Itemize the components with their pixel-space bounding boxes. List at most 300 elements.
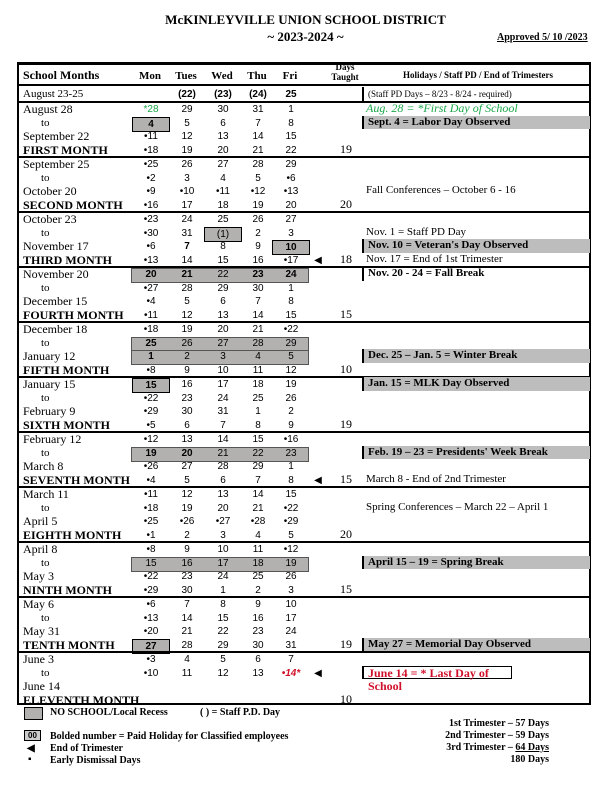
legend-bold-sample: 00 — [24, 730, 41, 741]
end-trimester-arrow-icon: ◀ — [314, 667, 322, 679]
day-cell: •27 — [143, 282, 159, 294]
calendar-table — [17, 62, 591, 705]
day-cell: 28 — [181, 639, 193, 651]
day-cell: 24 — [181, 214, 193, 225]
end-trimester-arrow-icon: ◀ — [314, 254, 322, 266]
day-cell: (1) — [204, 227, 242, 242]
day-cell: 7 — [220, 419, 226, 431]
month-block — [19, 432, 589, 487]
date-range-label: October 20 — [23, 184, 77, 198]
day-cell: 19 — [285, 557, 297, 569]
day-cell: 29 — [252, 461, 264, 472]
day-cell: •30 — [143, 227, 159, 239]
days-taught: 18 — [340, 251, 352, 266]
trimester-label: 2nd Trimester – — [445, 730, 516, 741]
day-cell: •25 — [143, 159, 159, 170]
days-taught: 15 — [340, 471, 352, 486]
legend-end-trimester: End of Trimester — [50, 743, 123, 754]
day-cell: •4 — [146, 296, 156, 307]
school-year: ~ 2023-2024 ~ — [267, 29, 344, 44]
day-cell: •18 — [143, 324, 159, 335]
day-cell: •6 — [286, 172, 296, 184]
day-cell: 5 — [288, 351, 294, 362]
day-cell: 24 — [217, 571, 229, 582]
day-cell: 19 — [252, 199, 264, 211]
day-cell: 7 — [255, 474, 261, 486]
day-cell: 2 — [255, 584, 261, 596]
day-cell: 15 — [285, 489, 297, 500]
days-taught: 19 — [340, 636, 352, 651]
day-cell: 26 — [285, 392, 297, 404]
day-cell: 8 — [288, 296, 294, 307]
day-cell: 9 — [255, 599, 261, 610]
day-cell: 12 — [285, 364, 297, 376]
day-cell: 6 — [220, 296, 226, 307]
date-range-label: to — [41, 556, 50, 569]
day-cell: 26 — [181, 159, 193, 170]
day-cell: 23 — [181, 571, 193, 582]
day-cell: 28 — [217, 461, 229, 472]
day-cell: 7 — [255, 117, 261, 129]
day-cell: 30 — [252, 639, 264, 651]
day-cell: 13 — [217, 309, 229, 321]
day-cell: •23 — [143, 214, 159, 225]
day-cell: 28 — [181, 282, 193, 294]
days-taught: 19 — [340, 141, 352, 156]
day-cell: 19 — [145, 447, 157, 459]
month-block — [19, 487, 589, 542]
col-days-taught: Days Taught — [331, 62, 359, 82]
trimester-label: 1st Trimester – — [449, 718, 516, 729]
day-cell: •1 — [146, 529, 156, 541]
day-cell: •8 — [146, 364, 156, 376]
month-block — [19, 377, 589, 432]
days-taught: 10 — [340, 361, 352, 376]
day-cell: 15 — [285, 309, 297, 321]
day-cell: •29 — [143, 406, 159, 417]
month-name: SIXTH MONTH — [23, 417, 111, 432]
day-cell: 15 — [145, 557, 157, 569]
month-name: EIGHTH MONTH — [23, 527, 122, 542]
day-cell: •11 — [144, 309, 158, 321]
day-cell: 30 — [181, 406, 193, 417]
day-cell: 2 — [255, 227, 261, 239]
day-cell: 5 — [220, 654, 226, 665]
day-cell: 18 — [217, 199, 229, 211]
day-cell: 31 — [217, 406, 229, 417]
calendar-note: Jan. 15 = MLK Day Observed — [362, 377, 590, 391]
date-range-label: February 12 — [23, 432, 82, 446]
day-cell: 14 — [181, 254, 193, 266]
day-cell: 4 — [220, 172, 226, 184]
date-range-label: August 28 — [23, 102, 73, 116]
month-block — [19, 212, 589, 267]
day-cell: •3 — [146, 654, 156, 665]
day-cell: 10 — [272, 240, 310, 255]
day-cell: 4 — [132, 117, 170, 132]
day-cell: 23 — [252, 269, 264, 280]
date-range-label: February 9 — [23, 404, 76, 418]
day-cell: 6 — [220, 117, 226, 129]
day-cell: 15 — [285, 131, 297, 142]
day-cell: 29 — [217, 282, 229, 294]
day-cell: 3 — [220, 351, 226, 362]
day-cell: 19 — [285, 379, 297, 390]
col-mon: Mon — [139, 70, 161, 82]
day-cell: 19 — [181, 502, 193, 514]
day-cell: •29 — [283, 516, 299, 527]
date-range-label: September 22 — [23, 129, 90, 143]
day-cell: •17 — [283, 254, 299, 266]
date-range-label: June 14 — [23, 679, 60, 693]
calendar-note: Nov. 17 = End of 1st Trimester — [366, 252, 503, 265]
date-range-label: May 6 — [23, 597, 54, 611]
date-range-label: June 3 — [23, 652, 54, 666]
day-cell: 20 — [217, 144, 229, 156]
day-cell: 5 — [184, 296, 190, 307]
date-range-label: January 15 — [23, 377, 76, 391]
day-cell: 29 — [285, 159, 297, 170]
month-block — [19, 267, 589, 322]
day-cell: •22 — [283, 502, 299, 514]
day-cell: 14 — [252, 489, 264, 500]
day-cell: 20 — [217, 502, 229, 514]
month-block — [19, 542, 589, 597]
day-cell: •29 — [143, 584, 159, 596]
day-cell: •12 — [143, 434, 159, 445]
legend-no-school: NO SCHOOL/Local Recess — [50, 707, 168, 718]
day-cell: 27 — [181, 461, 193, 472]
month-name: NINTH MONTH — [23, 582, 113, 597]
day-cell: 15 — [217, 254, 229, 266]
day-cell: 8 — [220, 599, 226, 610]
trimester-total — [446, 742, 549, 753]
pre-row-day: (22) — [178, 89, 196, 100]
day-cell: 2 — [288, 406, 294, 417]
day-cell: 7 — [184, 241, 190, 252]
day-cell: 8 — [288, 474, 294, 486]
day-cell: 13 — [252, 667, 264, 679]
day-cell: 23 — [252, 626, 264, 637]
day-cell: 8 — [220, 241, 226, 252]
day-cell: 1 — [288, 461, 294, 472]
day-cell: •13 — [143, 254, 159, 266]
day-cell: 15 — [217, 612, 229, 624]
day-cell: 23 — [285, 447, 297, 459]
day-cell: 13 — [217, 489, 229, 500]
date-range-label: April 8 — [23, 542, 58, 556]
day-cell: 27 — [285, 214, 297, 225]
day-cell: 12 — [181, 489, 193, 500]
date-range-label: January 12 — [23, 349, 76, 363]
day-cell: •22 — [143, 392, 159, 404]
calendar-note: Nov. 20 - 24 = Fall Break — [362, 267, 590, 281]
day-cell: 9 — [255, 241, 261, 252]
day-cell: •8 — [146, 544, 156, 555]
col-fri: Fri — [282, 70, 298, 82]
day-cell: 1 — [220, 584, 226, 596]
end-trimester-arrow-icon: ◀ — [27, 743, 35, 754]
calendar-note: April 15 – 19 = Spring Break — [362, 556, 590, 570]
days-taught: 20 — [340, 526, 352, 541]
day-cell: •14* — [281, 667, 301, 679]
day-cell: •12 — [250, 186, 266, 197]
day-cell: 31 — [252, 104, 264, 115]
col-thu: Thu — [247, 70, 267, 82]
date-range-label: April 5 — [23, 514, 58, 528]
day-cell: •26 — [179, 516, 195, 527]
day-cell: 14 — [217, 434, 229, 445]
day-cell: 18 — [252, 557, 264, 569]
day-cell: 21 — [181, 269, 193, 280]
calendar-note: Spring Conferences – March 22 – April 1 — [366, 500, 549, 513]
date-range-label: to — [41, 611, 50, 624]
day-cell: 12 — [181, 309, 193, 321]
day-cell: 21 — [181, 626, 193, 637]
day-cell: 7 — [255, 296, 261, 307]
day-cell: 25 — [217, 214, 229, 225]
day-cell: *28 — [143, 104, 159, 115]
day-cell: 13 — [217, 131, 229, 142]
date-range-label: March 11 — [23, 487, 69, 501]
day-cell: •16 — [283, 434, 299, 445]
day-cell: 24 — [285, 269, 297, 280]
month-block — [19, 157, 589, 212]
day-cell: 10 — [285, 599, 297, 610]
day-cell: 12 — [217, 667, 229, 679]
date-range-label: to — [41, 226, 50, 239]
day-cell: 28 — [252, 337, 264, 349]
day-cell: 14 — [181, 612, 193, 624]
day-cell: 1 — [288, 282, 294, 294]
days-taught: 20 — [340, 196, 352, 211]
day-cell: 27 — [217, 159, 229, 170]
day-cell: 31 — [285, 639, 297, 651]
month-name: FIFTH MONTH — [23, 362, 110, 377]
day-cell: 9 — [184, 364, 190, 376]
day-cell: 20 — [217, 324, 229, 335]
day-cell: 14 — [252, 131, 264, 142]
col-notes: Holidays / Staff PD / End of Trimesters — [403, 70, 553, 80]
calendar-note: Fall Conferences – October 6 - 16 — [366, 184, 516, 196]
day-cell: 6 — [255, 654, 261, 665]
pre-row-day: (23) — [214, 89, 232, 100]
day-cell: 22 — [217, 626, 229, 637]
day-cell: 4 — [184, 654, 190, 665]
day-cell: 19 — [181, 324, 193, 335]
day-cell: 13 — [181, 434, 193, 445]
pre-row-day: 25 — [285, 89, 297, 100]
date-range-label: December 18 — [23, 322, 88, 336]
day-cell: •13 — [283, 186, 299, 197]
day-cell: 20 — [181, 447, 193, 459]
calendar-note: June 14 = * Last Day of School — [362, 666, 512, 680]
day-cell: 21 — [217, 447, 229, 459]
day-cell: 3 — [184, 172, 190, 184]
day-cell: 26 — [252, 214, 264, 225]
day-cell: 16 — [181, 379, 193, 390]
pre-row-note: (Staff PD Days – 8/23 - 8/24 - required) — [362, 87, 512, 101]
days-taught: 10 — [340, 691, 352, 706]
day-cell: •18 — [143, 144, 159, 156]
date-range-label: to — [41, 501, 50, 514]
day-cell: 1 — [255, 406, 261, 417]
day-cell: 18 — [252, 379, 264, 390]
trimester-days: 59 Days — [515, 730, 549, 741]
day-cell: 29 — [217, 639, 229, 651]
day-cell: 9 — [184, 544, 190, 555]
date-range-label: to — [41, 666, 50, 679]
day-cell: 25 — [252, 571, 264, 582]
month-block — [19, 597, 589, 652]
day-cell: 17 — [217, 557, 229, 569]
day-cell: •9 — [146, 186, 156, 197]
trimester-total — [510, 754, 549, 765]
day-cell: 27 — [132, 639, 170, 654]
month-name: ELEVENTH MONTH — [23, 692, 140, 707]
no-school-swatch — [24, 707, 43, 720]
day-cell: 24 — [285, 626, 297, 637]
day-cell: 22 — [285, 144, 297, 156]
month-name: TENTH MONTH — [23, 637, 115, 652]
day-cell: 15 — [132, 378, 170, 393]
date-range-label: December 15 — [23, 294, 88, 308]
day-cell: 21 — [252, 144, 264, 156]
day-cell: •13 — [143, 612, 159, 624]
month-block — [19, 652, 589, 707]
day-cell: 17 — [181, 199, 193, 211]
days-taught: 15 — [340, 306, 352, 321]
day-cell: 22 — [252, 447, 264, 459]
day-cell: •10 — [143, 667, 159, 679]
day-cell: 25 — [252, 392, 264, 404]
day-cell: 5 — [288, 529, 294, 541]
day-cell: 4 — [255, 351, 261, 362]
day-cell: •11 — [216, 186, 230, 197]
date-range-label: November 20 — [23, 267, 89, 281]
day-cell: 11 — [181, 667, 193, 679]
trimester-total — [449, 718, 549, 729]
day-cell: 22 — [217, 269, 229, 280]
day-cell: 6 — [220, 474, 226, 486]
day-cell: •22 — [283, 324, 299, 335]
day-cell: 3 — [288, 227, 294, 239]
calendar-note: Nov. 1 = Staff PD Day — [366, 225, 467, 238]
day-cell: 14 — [252, 309, 264, 321]
day-cell: •20 — [143, 626, 159, 637]
trimester-total — [445, 730, 549, 741]
day-cell: 5 — [184, 117, 190, 129]
day-cell: 8 — [288, 117, 294, 129]
trimester-days: 64 Days — [515, 742, 549, 753]
day-cell: 8 — [255, 419, 261, 431]
day-cell: 17 — [285, 612, 297, 624]
day-cell: •22 — [143, 571, 159, 582]
day-cell: 1 — [148, 351, 154, 362]
legend-staff-pd: ( ) = Staff P.D. Day — [200, 707, 281, 718]
col-wed: Wed — [211, 70, 233, 82]
day-cell: 4 — [255, 529, 261, 541]
trimester-days: 180 Days — [510, 754, 549, 765]
date-range-label: March 8 — [23, 459, 64, 473]
calendar-note: March 8 - End of 2nd Trimester — [366, 472, 506, 485]
day-cell: •6 — [146, 241, 156, 252]
date-range-label: to — [41, 336, 50, 349]
calendar-note: May 27 = Memorial Day Observed — [362, 638, 590, 652]
day-cell: 5 — [184, 474, 190, 486]
day-cell: 25 — [145, 337, 157, 349]
day-cell: 11 — [252, 544, 264, 555]
date-range-label: May 3 — [23, 569, 54, 583]
day-cell: 31 — [181, 227, 193, 239]
day-cell: 1 — [288, 104, 294, 115]
early-dismissal-dot-icon: ▪ — [28, 754, 32, 765]
month-block — [19, 322, 589, 377]
day-cell: •27 — [215, 516, 231, 527]
day-cell: 21 — [252, 502, 264, 514]
day-cell: 3 — [288, 584, 294, 596]
date-range-label: September 25 — [23, 157, 90, 171]
day-cell: •28 — [250, 516, 266, 527]
day-cell: •12 — [283, 544, 299, 555]
day-cell: •11 — [144, 131, 158, 142]
calendar-note: Aug. 28 = *First Day of School — [366, 101, 518, 115]
legend-early-dismissal: Early Dismissal Days — [50, 755, 141, 766]
month-name: SEVENTH MONTH — [23, 472, 131, 487]
day-cell: 20 — [285, 199, 297, 211]
day-cell: 11 — [252, 364, 264, 376]
day-cell: 30 — [252, 282, 264, 294]
day-cell: 16 — [252, 612, 264, 624]
day-cell: 15 — [252, 434, 264, 445]
day-cell: 10 — [217, 544, 229, 555]
day-cell: 17 — [217, 379, 229, 390]
day-cell: •10 — [179, 186, 195, 197]
day-cell: 16 — [181, 557, 193, 569]
day-cell: 9 — [288, 419, 294, 431]
calendar-note: Dec. 25 – Jan. 5 = Winter Break — [362, 349, 590, 363]
day-cell: 7 — [184, 599, 190, 610]
day-cell: 29 — [181, 104, 193, 115]
day-cell: •18 — [143, 502, 159, 514]
day-cell: 16 — [252, 254, 264, 266]
col-school-months: School Months — [23, 68, 100, 82]
month-name: THIRD MONTH — [23, 252, 113, 267]
day-cell: 30 — [217, 104, 229, 115]
calendar-note: Sept. 4 = Labor Day Observed — [362, 116, 590, 130]
day-cell: 28 — [252, 159, 264, 170]
date-range-label: May 31 — [23, 624, 60, 638]
date-range-label: to — [41, 116, 50, 129]
day-cell: 10 — [217, 364, 229, 376]
day-cell: 24 — [217, 392, 229, 404]
day-cell: •2 — [146, 172, 156, 184]
day-cell: •25 — [143, 516, 159, 527]
day-cell: 2 — [184, 529, 190, 541]
district-title: McKINLEYVILLE UNION SCHOOL DISTRICT — [165, 12, 446, 27]
end-trimester-arrow-icon: ◀ — [314, 474, 322, 486]
month-name: SECOND MONTH — [23, 197, 123, 212]
day-cell: 2 — [184, 351, 190, 362]
col-tue: Tues — [175, 70, 197, 82]
day-cell: 3 — [220, 529, 226, 541]
day-cell: 30 — [181, 584, 193, 596]
day-cell: 19 — [181, 144, 193, 156]
day-cell: 23 — [181, 392, 193, 404]
pre-row-label: August 23-25 — [23, 88, 84, 100]
trimester-label: 3rd Trimester – — [446, 742, 516, 753]
approved-date: Approved 5/ 10 /2023 — [497, 32, 588, 43]
